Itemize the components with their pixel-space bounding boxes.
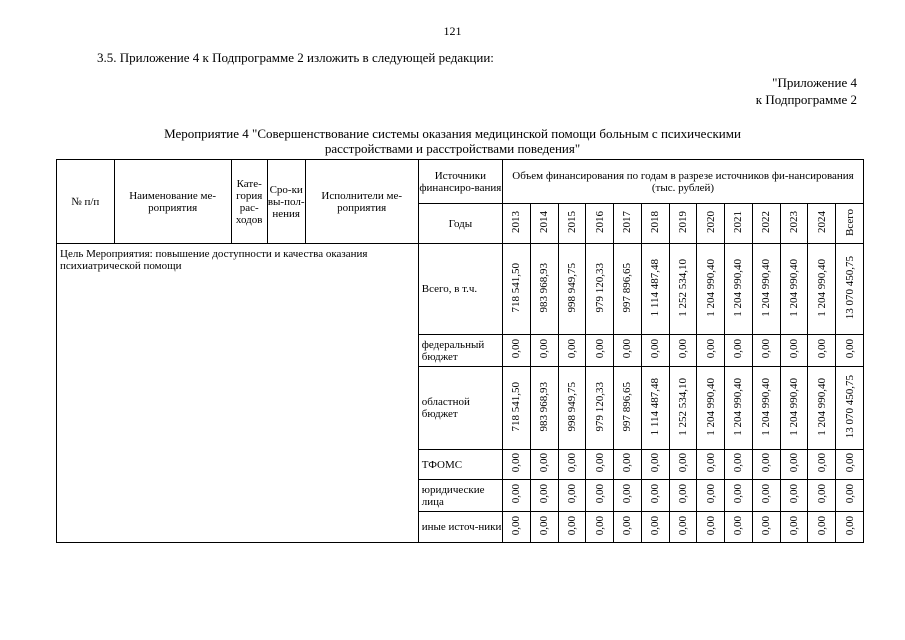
value-text: 13 070 450,75 xyxy=(843,374,856,439)
value-cell xyxy=(614,367,642,450)
value-text: 1 114 487,48 xyxy=(649,377,662,436)
value-cell xyxy=(725,480,753,512)
year-header-label: 2013 xyxy=(510,211,523,233)
year-header-label: 2016 xyxy=(593,211,606,233)
value-cell xyxy=(752,244,780,335)
value-cell xyxy=(586,367,614,450)
year-header-label: 2020 xyxy=(704,211,717,233)
value-cell xyxy=(530,367,558,450)
value-text: 1 204 990,40 xyxy=(787,377,800,436)
header-sources: Источники финансиро-вания xyxy=(418,160,502,204)
value-text: 0,00 xyxy=(649,453,662,473)
value-cell xyxy=(641,335,669,367)
year-header-label: 2014 xyxy=(538,211,551,233)
value-cell xyxy=(697,367,725,450)
table-title-line-1: Мероприятие 4 "Совершенствование системы оказания медицинской помощи больным с психическими xyxy=(164,126,741,141)
year-header xyxy=(725,204,753,244)
financing-table xyxy=(56,159,864,543)
value-text: 998 949,75 xyxy=(565,381,578,432)
value-text: 0,00 xyxy=(510,339,523,359)
value-text: 1 204 990,40 xyxy=(760,377,773,436)
value-cell xyxy=(725,244,753,335)
value-cell xyxy=(558,512,586,543)
year-header xyxy=(780,204,808,244)
header-volume: Объем финансирования по годам в разрезе источников фи-нансирования (тыс. рублей) xyxy=(503,160,864,204)
value-cell xyxy=(558,480,586,512)
value-cell xyxy=(836,335,864,367)
value-cell xyxy=(586,450,614,480)
value-text: 0,00 xyxy=(815,453,828,473)
value-text: 718 541,50 xyxy=(510,262,523,313)
value-cell xyxy=(614,335,642,367)
value-text: 0,00 xyxy=(676,339,689,359)
value-text: 0,00 xyxy=(704,484,717,504)
table-row xyxy=(57,244,864,335)
value-cell xyxy=(503,450,531,480)
value-cell xyxy=(669,480,697,512)
value-cell xyxy=(558,335,586,367)
value-text: 983 968,93 xyxy=(538,262,551,313)
value-text: 0,00 xyxy=(704,453,717,473)
year-header-label: 2019 xyxy=(676,211,689,233)
value-text: 0,00 xyxy=(538,453,551,473)
header-executors: Исполнители ме-роприятия xyxy=(305,160,418,244)
value-cell xyxy=(530,244,558,335)
value-cell xyxy=(780,480,808,512)
year-header-label: 2018 xyxy=(649,211,662,233)
source-cell: юридические лица xyxy=(418,480,502,512)
year-header xyxy=(558,204,586,244)
value-text: 1 252 534,10 xyxy=(676,377,689,436)
value-text: 1 204 990,40 xyxy=(704,258,717,317)
value-text: 0,00 xyxy=(760,453,773,473)
value-text: 998 949,75 xyxy=(565,262,578,313)
value-cell xyxy=(641,367,669,450)
value-text: 0,00 xyxy=(760,339,773,359)
value-cell xyxy=(780,512,808,543)
value-cell xyxy=(697,450,725,480)
value-cell xyxy=(808,367,836,450)
appendix-line-2: к Подпрограмме 2 xyxy=(755,92,857,107)
value-text: 0,00 xyxy=(787,453,800,473)
value-text: 0,00 xyxy=(593,339,606,359)
value-cell xyxy=(558,244,586,335)
value-cell xyxy=(503,480,531,512)
value-cell xyxy=(530,450,558,480)
value-cell xyxy=(530,480,558,512)
value-cell xyxy=(641,450,669,480)
year-header xyxy=(697,204,725,244)
year-header xyxy=(641,204,669,244)
value-text: 0,00 xyxy=(676,484,689,504)
value-cell xyxy=(669,512,697,543)
header-name: Наименование ме-роприятия xyxy=(114,160,231,244)
year-header xyxy=(752,204,780,244)
value-text: 979 120,33 xyxy=(593,262,606,313)
value-text: 1 204 990,40 xyxy=(815,258,828,317)
value-text: 0,00 xyxy=(649,339,662,359)
value-text: 0,00 xyxy=(676,515,689,536)
value-cell xyxy=(752,335,780,367)
value-cell xyxy=(586,244,614,335)
value-cell xyxy=(586,512,614,543)
value-cell xyxy=(614,480,642,512)
value-text: 0,00 xyxy=(843,453,856,473)
goal-cell: Цель Мероприятия: повышение доступности и качества оказания психиатрической помощи xyxy=(57,244,419,543)
value-text: 0,00 xyxy=(843,484,856,504)
value-text: 1 204 990,40 xyxy=(815,377,828,436)
value-text: 0,00 xyxy=(621,484,634,504)
header-years-label: Годы xyxy=(418,204,502,244)
value-cell xyxy=(558,450,586,480)
value-text: 0,00 xyxy=(565,339,578,359)
intro-text: 3.5. Приложение 4 к Подпрограмме 2 изложить в следующей редакции: xyxy=(97,50,494,65)
value-text: 1 252 534,10 xyxy=(676,258,689,317)
value-text: 0,00 xyxy=(593,453,606,473)
value-text: 0,00 xyxy=(510,453,523,473)
value-cell xyxy=(808,244,836,335)
value-text: 0,00 xyxy=(732,484,745,504)
header-num: № п/п xyxy=(57,160,115,244)
value-cell xyxy=(697,480,725,512)
value-cell xyxy=(586,480,614,512)
value-cell xyxy=(641,244,669,335)
value-text: 0,00 xyxy=(621,453,634,473)
value-text: 983 968,93 xyxy=(538,381,551,432)
value-cell xyxy=(614,512,642,543)
value-cell xyxy=(530,512,558,543)
table-title xyxy=(0,126,905,156)
value-cell xyxy=(780,244,808,335)
value-cell xyxy=(503,512,531,543)
value-text: 0,00 xyxy=(593,484,606,504)
value-cell xyxy=(808,512,836,543)
appendix-line-1: "Приложение 4 xyxy=(772,75,857,90)
value-cell xyxy=(725,450,753,480)
value-cell xyxy=(697,244,725,335)
value-cell xyxy=(836,367,864,450)
source-cell: Всего, в т.ч. xyxy=(418,244,502,335)
value-text: 0,00 xyxy=(593,515,606,536)
header-terms: Сро-ки вы-пол-нения xyxy=(267,160,305,244)
value-cell xyxy=(697,512,725,543)
value-text: 0,00 xyxy=(565,453,578,473)
year-header-label: 2022 xyxy=(760,211,773,233)
value-text: 0,00 xyxy=(760,515,773,536)
value-text: 0,00 xyxy=(676,453,689,473)
value-cell xyxy=(503,244,531,335)
value-cell xyxy=(752,367,780,450)
value-cell xyxy=(808,450,836,480)
value-text: 979 120,33 xyxy=(593,381,606,432)
value-cell xyxy=(614,450,642,480)
year-header-label: 2021 xyxy=(732,211,745,233)
value-cell xyxy=(752,450,780,480)
value-text: 1 204 990,40 xyxy=(704,377,717,436)
year-header xyxy=(836,204,864,244)
source-cell: областной бюджет xyxy=(418,367,502,450)
value-cell xyxy=(503,367,531,450)
value-cell xyxy=(558,367,586,450)
value-cell xyxy=(780,335,808,367)
value-text: 0,00 xyxy=(538,484,551,504)
value-text: 1 204 990,40 xyxy=(732,258,745,317)
year-header-label: 2017 xyxy=(621,211,634,233)
value-cell xyxy=(586,335,614,367)
value-cell xyxy=(752,512,780,543)
source-cell: иные источ-ники xyxy=(418,512,502,543)
value-text: 0,00 xyxy=(732,453,745,473)
value-text: 13 070 450,75 xyxy=(843,255,856,320)
value-text: 0,00 xyxy=(815,515,828,536)
value-text: 0,00 xyxy=(565,515,578,536)
table-title-line-2: расстройствами и расстройствами поведения" xyxy=(324,141,581,156)
value-cell xyxy=(614,244,642,335)
value-cell xyxy=(669,335,697,367)
value-text: 0,00 xyxy=(510,484,523,504)
value-cell xyxy=(808,480,836,512)
value-text: 0,00 xyxy=(510,515,523,536)
header-row xyxy=(57,160,864,204)
value-cell xyxy=(836,512,864,543)
value-text: 0,00 xyxy=(787,484,800,504)
value-text: 1 204 990,40 xyxy=(732,377,745,436)
value-text: 0,00 xyxy=(787,339,800,359)
appendix-reference xyxy=(756,74,857,108)
value-cell xyxy=(836,244,864,335)
year-header-label: 2023 xyxy=(787,211,800,233)
value-text: 0,00 xyxy=(538,339,551,359)
value-text: 0,00 xyxy=(649,515,662,536)
value-cell xyxy=(697,335,725,367)
value-cell xyxy=(780,450,808,480)
value-text: 997 896,65 xyxy=(621,262,634,313)
year-header-label: Всего xyxy=(843,208,856,236)
value-text: 0,00 xyxy=(732,339,745,359)
value-cell xyxy=(780,367,808,450)
value-text: 0,00 xyxy=(565,484,578,504)
value-text: 1 204 990,40 xyxy=(760,258,773,317)
value-cell xyxy=(725,335,753,367)
value-text: 718 541,50 xyxy=(510,381,523,432)
source-cell: ТФОМС xyxy=(418,450,502,480)
year-header-label: 2024 xyxy=(815,211,828,233)
value-cell xyxy=(641,480,669,512)
value-cell xyxy=(752,480,780,512)
value-cell xyxy=(669,450,697,480)
value-cell xyxy=(836,480,864,512)
value-cell xyxy=(836,450,864,480)
value-text: 1 114 487,48 xyxy=(649,258,662,317)
value-text: 0,00 xyxy=(760,484,773,504)
year-header xyxy=(808,204,836,244)
header-category: Кате-гория рас-ходов xyxy=(231,160,267,244)
value-cell xyxy=(669,367,697,450)
value-cell xyxy=(530,335,558,367)
year-header xyxy=(503,204,531,244)
year-header-label: 2015 xyxy=(565,211,578,233)
value-text: 0,00 xyxy=(704,339,717,359)
value-text: 0,00 xyxy=(843,339,856,359)
year-header xyxy=(530,204,558,244)
value-cell xyxy=(669,244,697,335)
year-header xyxy=(586,204,614,244)
value-cell xyxy=(808,335,836,367)
value-text: 0,00 xyxy=(621,515,634,536)
value-text: 0,00 xyxy=(787,515,800,536)
value-text: 0,00 xyxy=(815,484,828,504)
value-text: 0,00 xyxy=(732,515,745,536)
value-cell xyxy=(725,367,753,450)
value-text: 0,00 xyxy=(649,484,662,504)
year-header xyxy=(614,204,642,244)
value-cell xyxy=(503,335,531,367)
year-header xyxy=(669,204,697,244)
page-number: 121 xyxy=(443,24,462,38)
value-text: 1 204 990,40 xyxy=(787,258,800,317)
value-text: 997 896,65 xyxy=(621,381,634,432)
value-text: 0,00 xyxy=(621,339,634,359)
value-text: 0,00 xyxy=(704,515,717,536)
value-text: 0,00 xyxy=(843,515,856,536)
value-text: 0,00 xyxy=(815,339,828,359)
source-cell: федеральный бюджет xyxy=(418,335,502,367)
value-text: 0,00 xyxy=(538,515,551,536)
value-cell xyxy=(641,512,669,543)
value-cell xyxy=(725,512,753,543)
